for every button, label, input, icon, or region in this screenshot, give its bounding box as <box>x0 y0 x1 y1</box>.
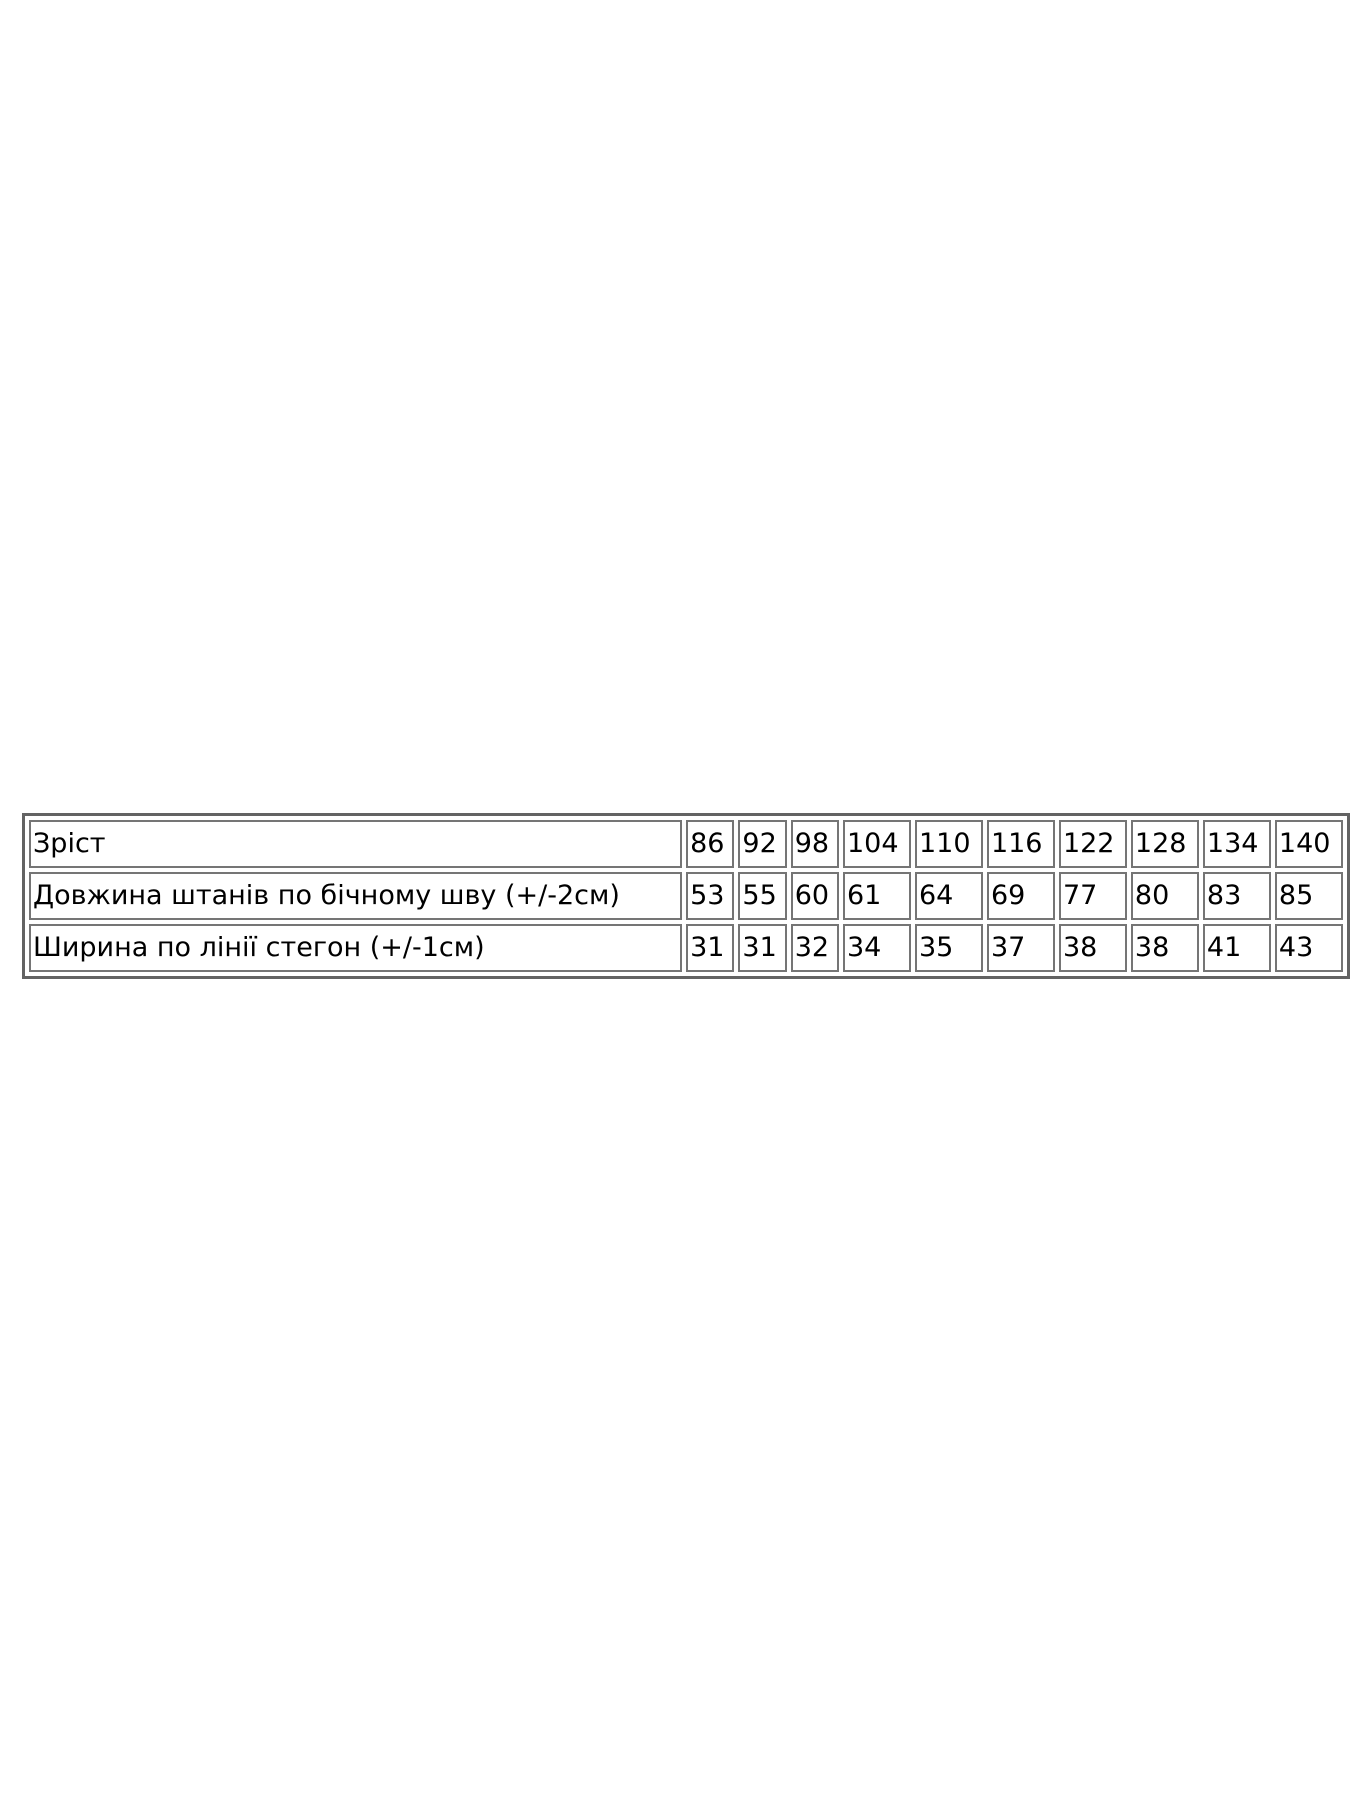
table-cell: 140 <box>1275 820 1343 868</box>
table-cell: 110 <box>915 820 983 868</box>
table-cell: 77 <box>1059 872 1127 920</box>
table-cell: 61 <box>843 872 911 920</box>
table-cell: 85 <box>1275 872 1343 920</box>
table-cell: 69 <box>987 872 1055 920</box>
size-chart-table <box>22 813 1350 979</box>
table-cell: 86 <box>686 820 734 868</box>
size-chart-body <box>29 820 1343 972</box>
table-cell: 35 <box>915 924 983 972</box>
table-cell: 37 <box>987 924 1055 972</box>
table-row-pants-length <box>29 872 1343 920</box>
row-label-pants-length: Довжина штанів по бічному шву (+/-2см) <box>29 872 682 920</box>
table-cell: 122 <box>1059 820 1127 868</box>
table-cell: 83 <box>1203 872 1271 920</box>
table-cell: 41 <box>1203 924 1271 972</box>
table-row-height <box>29 820 1343 868</box>
table-cell: 34 <box>843 924 911 972</box>
table-cell: 104 <box>843 820 911 868</box>
table-cell: 55 <box>738 872 786 920</box>
table-cell: 31 <box>686 924 734 972</box>
table-cell: 38 <box>1131 924 1199 972</box>
table-cell: 128 <box>1131 820 1199 868</box>
table-row-hip-width <box>29 924 1343 972</box>
table-cell: 53 <box>686 872 734 920</box>
table-cell: 60 <box>791 872 839 920</box>
table-cell: 92 <box>738 820 786 868</box>
table-cell: 43 <box>1275 924 1343 972</box>
table-cell: 38 <box>1059 924 1127 972</box>
table-cell: 32 <box>791 924 839 972</box>
row-label-height: Зріст <box>29 820 682 868</box>
table-cell: 98 <box>791 820 839 868</box>
table-cell: 64 <box>915 872 983 920</box>
table-cell: 134 <box>1203 820 1271 868</box>
table-cell: 116 <box>987 820 1055 868</box>
table-cell: 31 <box>738 924 786 972</box>
row-label-hip-width: Ширина по лінії стегон (+/-1см) <box>29 924 682 972</box>
table-cell: 80 <box>1131 872 1199 920</box>
